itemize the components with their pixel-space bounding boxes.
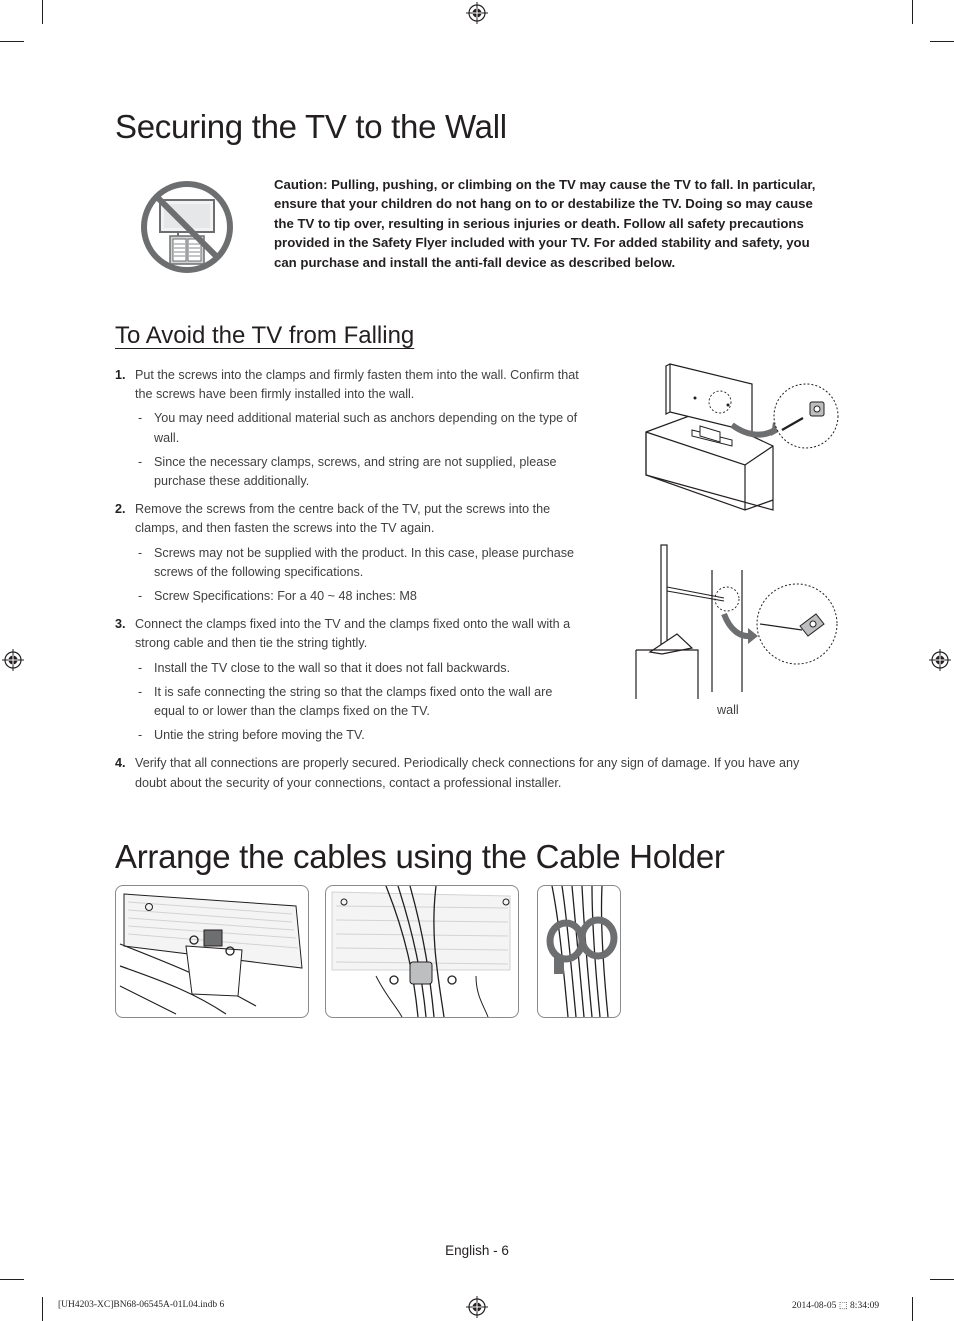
note-text: Screws may not be supplied with the product. In this case, please purchase screws of the following specifications. — [154, 545, 575, 579]
step-item — [115, 754, 815, 792]
no-climbing-warning-icon — [138, 178, 236, 276]
crop-mark — [42, 0, 43, 24]
step-note — [135, 587, 585, 606]
cable-holder-illustration — [116, 886, 308, 1017]
step-note — [135, 659, 585, 678]
crop-mark — [930, 41, 954, 42]
note-dash: - — [138, 545, 143, 560]
registration-mark-icon — [929, 649, 951, 671]
wall-label: wall — [717, 703, 739, 717]
note-text: Install the TV close to the wall so that it does not fall backwards. — [154, 660, 511, 675]
section-subtitle: To Avoid the TV from Falling — [115, 322, 415, 349]
note-dash: - — [138, 728, 143, 743]
note-text: It is safe connecting the string so that the clamps fixed onto the wall are equal to or lower than the clamps fixed on the TV. — [154, 684, 553, 719]
step-note — [135, 453, 585, 491]
step-note — [135, 683, 585, 721]
note-text: You may need additional material such as anchors depending on the type of wall. — [154, 411, 578, 445]
step-text: Put the screws into the clamps and firmly fasten them into the wall. Confirm that the screws have been firmly installed into the wall. — [135, 368, 579, 402]
note-dash: - — [138, 454, 143, 469]
crop-mark — [0, 1279, 24, 1280]
registration-mark-icon — [466, 2, 488, 24]
step-text: Remove the screws from the centre back of the TV, put the screws into the clamps, and then fasten the screws into the TV again. — [135, 502, 551, 536]
crop-mark — [42, 1297, 43, 1321]
step-item — [115, 500, 585, 606]
page-footer: English - 6 — [445, 1243, 509, 1258]
cable-holder-panel-2 — [325, 885, 519, 1018]
step-note — [135, 726, 585, 745]
caution-text: Caution: Pulling, pushing, or climbing on the TV may cause the TV to fall. In particular, ensure that your children do not hang on to or destabilize the TV. Doing so may cause the TV to tip over, resulting in serious injuries or death. Follow all safety precautions provided in the Safety Flyer included with your TV. For added stability and safety, you can purchase and install the anti-fall device as described below. — [274, 177, 816, 270]
cable-holder-panel-3 — [537, 885, 621, 1018]
page-title: Securing the TV to the Wall — [115, 108, 507, 145]
cable-holder-panel-1 — [115, 885, 309, 1018]
crop-mark — [912, 1297, 913, 1321]
step-item — [115, 366, 585, 491]
note-dash: - — [138, 411, 143, 426]
crop-mark — [930, 1279, 954, 1280]
step-number: 2. — [115, 502, 126, 517]
step-text: Connect the clamps fixed into the TV and the clamps fixed onto the wall with a strong cable and then tie the string tightly. — [135, 617, 571, 651]
note-text: Since the necessary clamps, screws, and string are not supplied, please purchase these additionally. — [154, 454, 557, 489]
step-number: 3. — [115, 617, 126, 632]
tv-clamp-illustration — [640, 360, 845, 512]
print-slug-right: 2014-08-05 ⬚ 8:34:09 — [792, 1301, 880, 1311]
step-text: Verify that all connections are properly secured. Periodically check connections for any sign of damage. If you have any doubt about the security of your connections, contact a professional installer. — [135, 756, 800, 790]
crop-mark — [0, 41, 24, 42]
note-text: Untie the string before moving the TV. — [154, 728, 365, 743]
note-dash: - — [138, 589, 143, 604]
cable-section-title: Arrange the cables using the Cable Holder — [115, 838, 725, 875]
registration-mark-icon — [2, 649, 24, 671]
step-note — [135, 409, 585, 447]
cable-holder-illustration — [538, 886, 620, 1017]
step-number: 1. — [115, 368, 126, 382]
crop-mark — [912, 0, 913, 24]
step-number: 4. — [115, 756, 126, 771]
tv-wall-illustration — [632, 542, 842, 702]
note-text: Screw Specifications: For a 40 ~ 48 inches: M8 — [154, 589, 417, 604]
step-note — [135, 544, 585, 582]
note-dash: - — [138, 660, 143, 675]
registration-mark-icon — [466, 1296, 488, 1318]
print-slug-left: [UH4203-XC]BN68-06545A-01L04.indb 6 — [58, 1300, 225, 1310]
note-dash: - — [138, 684, 143, 699]
cable-holder-illustration — [326, 886, 518, 1017]
step-item — [115, 615, 585, 745]
